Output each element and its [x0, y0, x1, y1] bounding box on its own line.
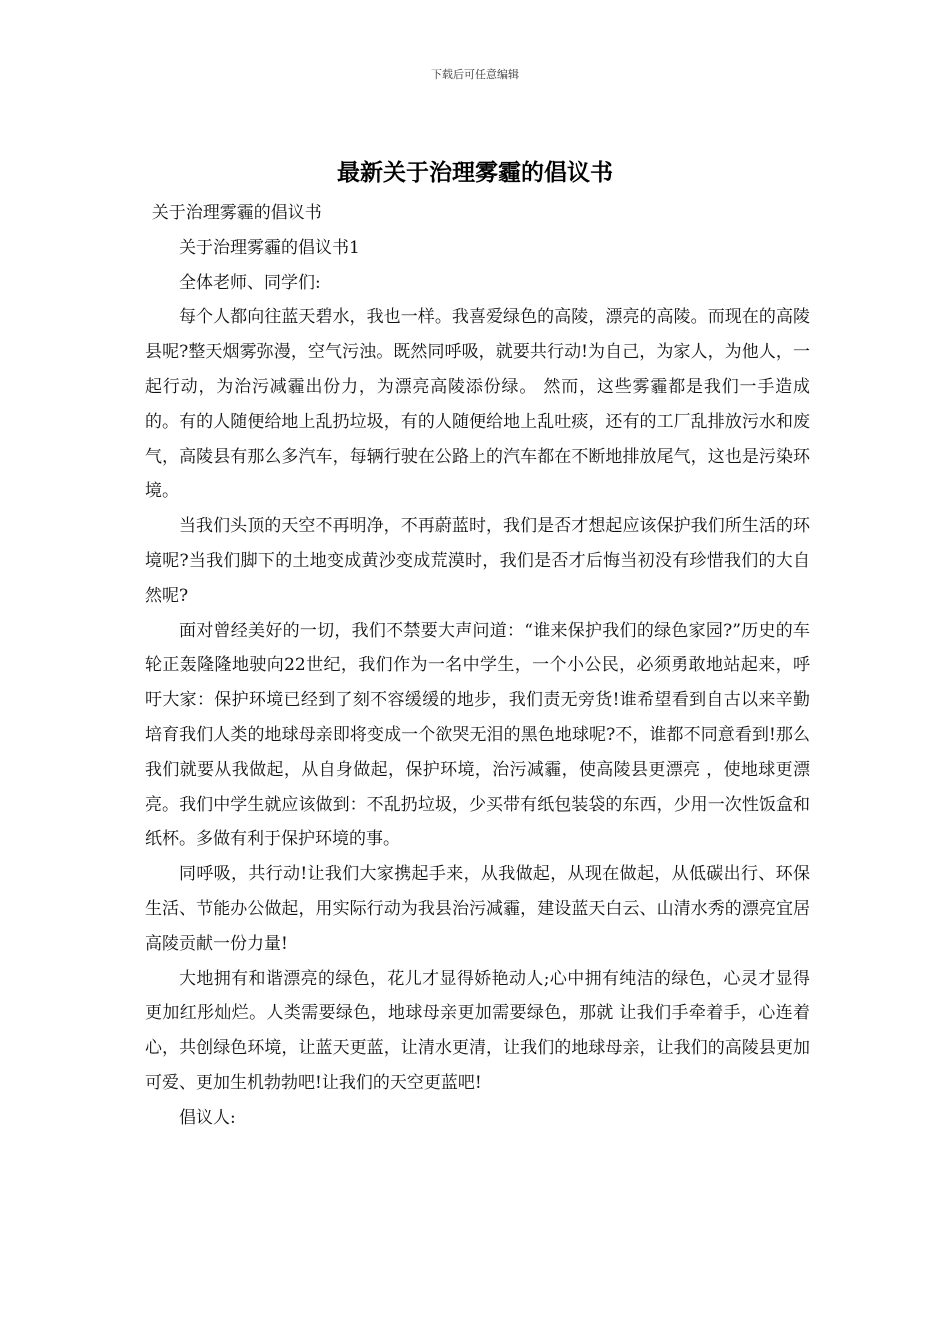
page-header: 下载后可任意编辑 — [431, 68, 519, 81]
paragraph-4: 同呼吸，共行动!让我们大家携起手来，从我做起，从现在做起，从低碳出行、环保生活、节能办公做起，用实际行动为我县治污减霾，建设蓝天白云、山清水秀的漂亮宜居高陵贡献一份力量! — [145, 864, 810, 954]
paragraph-2: 当我们头顶的天空不再明净，不再蔚蓝时，我们是否才想起应该保护我们所生活的环境呢?当我们脚下的土地变成黄沙变成荒漠时，我们是否才后悔当初没有珍惜我们的大自然呢? — [145, 516, 810, 606]
salutation: 全体老师、同学们: — [179, 272, 321, 293]
signature-line: 倡议人: — [179, 1107, 236, 1128]
section-heading: 关于治理雾霾的倡议书1 — [179, 237, 360, 258]
paragraph-5: 大地拥有和谐漂亮的绿色，花儿才显得娇艳动人;心中拥有纯洁的绿色，心灵才显得更加红彤灿烂。人类需要绿色，地球母亲更加需要绿色，那就 让我们手牵着手，心连着心，共创绿色环境，让蓝天更蓝，让清水更清，让我们的地球母亲，让我们的高陵县更加可爱、更加生机勃勃吧!让我们的天空更蓝吧! — [145, 968, 810, 1093]
document-title: 最新关于治理雾霾的倡议书 — [337, 159, 613, 186]
document-body — [145, 196, 810, 1136]
paragraph-1: 每个人都向往蓝天碧水，我也一样。我喜爱绿色的高陵，漂亮的高陵。而现在的高陵县呢?整天烟雾弥漫，空气污浊。既然同呼吸，就要共行动!为自己，为家人，为他人，一起行动，为治污减霾出份力，为漂亮高陵添份绿。 然而，这些雾霾都是我们一手造成的。有的人随便给地上乱扔垃圾，有的人随便给地上乱吐痰，还有的工厂乱排放污水和废气，高陵县有那么多汽车，每辆行驶在公路上的汽车都在不断地排放尾气，这也是污染环境。 — [145, 307, 810, 502]
document-subtitle: 关于治理雾霾的倡议书 — [151, 203, 322, 223]
paragraph-3: 面对曾经美好的一切，我们不禁要大声问道：“谁来保护我们的绿色家园?”历史的车轮正轰隆隆地驶向22世纪，我们作为一名中学生，一个小公民，必须勇敢地站起来，呼吁大家：保护环境已经到了刻不容缓缓的地步，我们责无旁货!谁希望看到自古以来辛勤培育我们人类的地球母亲即将变成一个欲哭无泪的黑色地球呢?不，谁都不同意看到!那么我们就要从我做起，从自身做起，保护环境，治污减霾，使高陵县更漂亮 ，使地球更漂亮。我们中学生就应该做到：不乱扔垃圾，少买带有纸包装袋的东西，少用一次性饭盒和纸杯。多做有利于保护环境的事。 — [145, 620, 810, 850]
